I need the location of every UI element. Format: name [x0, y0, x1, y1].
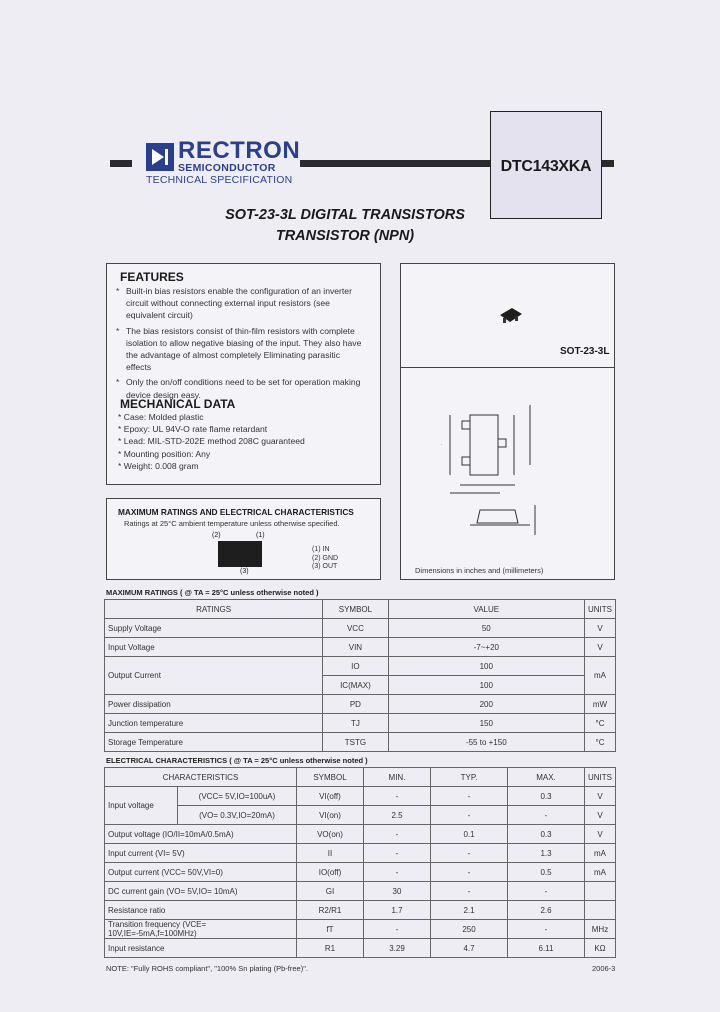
- table-cell: II: [297, 844, 364, 863]
- table-cell: -: [364, 920, 431, 939]
- table-cell: 100: [388, 676, 584, 695]
- elec-char-table: [104, 767, 616, 958]
- header-rule-left: [110, 160, 132, 167]
- brand-name: RECTRON: [178, 137, 301, 164]
- max-ratings-label: MAXIMUM RATINGS ( @ TA = 25°C unless otherwise noted ): [106, 588, 319, 597]
- table-cell: Transition frequency (VCE= 10V,IE=-5mA,f=100MHz): [105, 920, 297, 939]
- table-cell: 2.6: [508, 901, 585, 920]
- table-cell: IO: [323, 657, 388, 676]
- table-cell: Resistance ratio: [105, 901, 297, 920]
- table-cell: Junction temperature: [105, 714, 323, 733]
- table-cell: -: [431, 863, 508, 882]
- dimension-note: Dimensions in inches and (millimeters): [415, 566, 544, 575]
- table-header: UNITS: [585, 768, 616, 787]
- table-cell: MHz: [585, 920, 616, 939]
- table-row: [105, 657, 616, 676]
- table-header: UNITS: [585, 600, 616, 619]
- pin-legend-item: (2) GND: [312, 554, 339, 562]
- feature-item: * The bias resistors consist of thin-film resistors with complete isolation to allow negative biasing of the input. They also have the advantage of almost completely Eliminating parasitic effects: [116, 325, 362, 373]
- header-rule-right: [300, 160, 490, 167]
- table-cell: 100: [388, 657, 584, 676]
- table-cell: [585, 901, 616, 920]
- table-header: MAX.: [508, 768, 585, 787]
- table-cell: 2.1: [431, 901, 508, 920]
- pin-legend-item: (1) IN: [312, 546, 330, 553]
- table-cell: fT: [297, 920, 364, 939]
- table-cell: °C: [585, 714, 616, 733]
- mechanical-list: [118, 411, 368, 472]
- elec-char-label: ELECTRICAL CHARACTERISTICS ( @ TA = 25°C unless otherwise noted ): [106, 756, 368, 765]
- table-cell: KΩ: [585, 939, 616, 958]
- package-divider: [400, 367, 615, 368]
- table-cell: 0.5: [508, 863, 585, 882]
- mechanical-heading: MECHANICAL DATA: [120, 397, 236, 411]
- page-title: SOT-23-3L DIGITAL TRANSISTORS: [225, 207, 465, 223]
- mechanical-item: * Mounting position: Any: [118, 448, 211, 459]
- table-cell: 250: [431, 920, 508, 939]
- table-header: VALUE: [388, 600, 584, 619]
- table-cell: 2.5: [364, 806, 431, 825]
- table-row: [105, 825, 616, 844]
- part-number: DTC143XKA: [500, 158, 592, 175]
- table-cell: mW: [585, 695, 616, 714]
- table-cell: 0.1: [431, 825, 508, 844]
- footer-note: NOTE: "Fully ROHS compliant", "100% Sn plating (Pb-free)".: [106, 964, 308, 973]
- table-row: [105, 882, 616, 901]
- table-cell: Output current (VCC= 50V,VI=0): [105, 863, 297, 882]
- table-cell: 30: [364, 882, 431, 901]
- table-cell: -: [431, 806, 508, 825]
- table-cell: DC current gain (VO= 5V,IO= 10mA): [105, 882, 297, 901]
- table-cell: mA: [585, 844, 616, 863]
- table-cell: V: [585, 619, 616, 638]
- brand-spec-label: TECHNICAL SPECIFICATION: [146, 174, 293, 186]
- table-cell: 200: [388, 695, 584, 714]
- pin3-label: (3): [240, 568, 249, 575]
- table-cell: V: [585, 787, 616, 806]
- table-cell: VI(off): [297, 787, 364, 806]
- table-cell: 150: [388, 714, 584, 733]
- page-subtitle: TRANSISTOR (NPN): [275, 228, 415, 244]
- mechanical-item: * Lead: MIL-STD-202E method 208C guaranteed: [118, 436, 305, 447]
- rectron-logo-icon: [146, 143, 174, 171]
- table-row: [105, 787, 616, 806]
- table-cell: VCC: [323, 619, 388, 638]
- table-cell: R1: [297, 939, 364, 958]
- pin2-label: (2): [212, 532, 221, 539]
- table-cell: (VCC= 5V,IO=100uA): [178, 787, 297, 806]
- table-row: [105, 920, 616, 939]
- table-cell: (VO= 0.3V,IO=20mA): [178, 806, 297, 825]
- svg-text:.: .: [438, 443, 444, 445]
- table-row: [105, 939, 616, 958]
- table-cell: -: [508, 920, 585, 939]
- header-rule-far-right: [602, 160, 614, 167]
- table-cell: VI(on): [297, 806, 364, 825]
- table-header: SYMBOL: [297, 768, 364, 787]
- table-cell: -: [364, 844, 431, 863]
- table-cell: -: [508, 806, 585, 825]
- table-header-row: [105, 600, 616, 619]
- table-cell: [585, 882, 616, 901]
- table-cell: -: [508, 882, 585, 901]
- table-cell: °C: [585, 733, 616, 752]
- brand-subtitle: SEMICONDUCTOR: [178, 162, 276, 174]
- table-row: [105, 733, 616, 752]
- table-cell: Input resistance: [105, 939, 297, 958]
- feature-item: * Built-in bias resistors enable the configuration of an inverter circuit without connecting external input resistors (see equivalent circuit): [116, 286, 352, 321]
- table-row: [105, 863, 616, 882]
- table-cell: Storage Temperature: [105, 733, 323, 752]
- table-cell: 50: [388, 619, 584, 638]
- table-cell: -: [431, 787, 508, 806]
- table-cell: -: [364, 863, 431, 882]
- mechanical-item: * Case: Molded plastic: [118, 412, 204, 422]
- table-cell: IC(MAX): [323, 676, 388, 695]
- table-header: MIN.: [364, 768, 431, 787]
- table-cell: 0.3: [508, 825, 585, 844]
- table-cell: 1.3: [508, 844, 585, 863]
- table-cell: VIN: [323, 638, 388, 657]
- table-row: [105, 806, 616, 825]
- pin-legend-item: (3) OUT: [312, 563, 338, 570]
- table-cell: IO(off): [297, 863, 364, 882]
- pin-legend: [312, 546, 338, 572]
- package-label: SOT-23-3L: [560, 346, 610, 357]
- table-cell: -: [431, 882, 508, 901]
- package-outline-drawing: [440, 375, 560, 555]
- table-cell: Input current (VI= 5V): [105, 844, 297, 863]
- table-cell: 4.7: [431, 939, 508, 958]
- table-header: TYP.: [431, 768, 508, 787]
- table-cell: PD: [323, 695, 388, 714]
- table-cell: -55 to +150: [388, 733, 584, 752]
- table-cell: -7~+20: [388, 638, 584, 657]
- ratings-heading: MAXIMUM RATINGS AND ELECTRICAL CHARACTERISTICS: [118, 507, 354, 517]
- table-cell: 3.29: [364, 939, 431, 958]
- mechanical-item: * Weight: 0.008 gram: [118, 460, 199, 471]
- table-cell: Input Voltage: [105, 638, 323, 657]
- table-cell: Supply Voltage: [105, 619, 323, 638]
- table-header-row: [105, 768, 616, 787]
- table-cell: Output voltage (IO/II=10mA/0.5mA): [105, 825, 297, 844]
- table-header: RATINGS: [105, 600, 323, 619]
- table-cell: TSTG: [323, 733, 388, 752]
- table-cell: 0.3: [508, 787, 585, 806]
- table-cell: mA: [585, 657, 616, 695]
- table-cell: Output Current: [105, 657, 323, 695]
- features-list: [116, 285, 362, 401]
- package-photo-icon: [498, 305, 524, 327]
- circuit-package-icon: [218, 541, 262, 567]
- max-ratings-table: [104, 599, 616, 752]
- table-cell: -: [364, 787, 431, 806]
- table-row: [105, 844, 616, 863]
- table-row: [105, 901, 616, 920]
- table-cell: 6.11: [508, 939, 585, 958]
- table-cell: VO(on): [297, 825, 364, 844]
- mechanical-item: * Epoxy: UL 94V-O rate flame retardant: [118, 424, 268, 435]
- table-cell: GI: [297, 882, 364, 901]
- table-cell: Input voltage: [105, 787, 178, 825]
- table-cell: V: [585, 825, 616, 844]
- table-row: [105, 695, 616, 714]
- table-cell: -: [364, 825, 431, 844]
- table-cell: -: [431, 844, 508, 863]
- table-row: [105, 638, 616, 657]
- table-cell: 1.7: [364, 901, 431, 920]
- footer-date: 2006-3: [592, 964, 616, 973]
- ratings-note: Ratings at 25°C ambient temperature unless otherwise specified.: [124, 519, 340, 528]
- table-cell: V: [585, 806, 616, 825]
- table-cell: R2/R1: [297, 901, 364, 920]
- feature-item: * Only the on/off conditions need to be set for operation making device design easy.: [116, 377, 361, 400]
- table-row: [105, 714, 616, 733]
- features-heading: FEATURES: [120, 270, 184, 284]
- table-cell: Power dissipation: [105, 695, 323, 714]
- table-header: CHARACTERISTICS: [105, 768, 297, 787]
- table-header: SYMBOL: [323, 600, 388, 619]
- table-cell: mA: [585, 863, 616, 882]
- table-row: [105, 619, 616, 638]
- table-cell: TJ: [323, 714, 388, 733]
- table-cell: V: [585, 638, 616, 657]
- pin1-label: (1): [256, 532, 265, 539]
